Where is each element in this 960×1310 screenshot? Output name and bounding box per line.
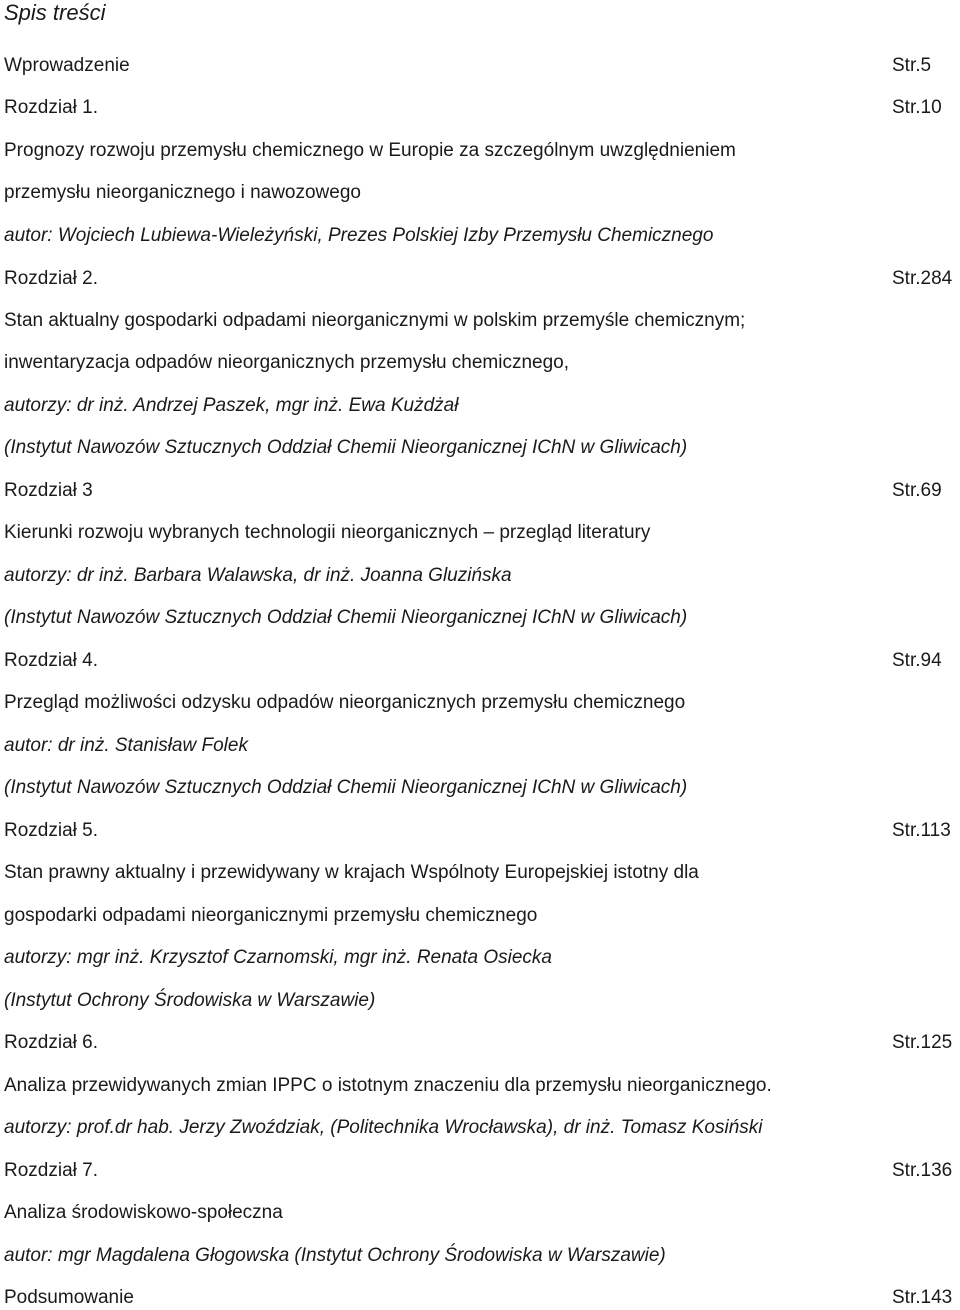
toc-chapter-4-author: autor: dr inż. Stanisław Folek bbox=[4, 735, 248, 756]
toc-chapter-1-title-line2: przemysłu nieorganicznego i nawozowego bbox=[4, 182, 361, 203]
toc-chapter-6-title-line1: Analiza przewidywanych zmian IPPC o istotnym znaczeniu dla przemysłu nieorganicznego. bbox=[4, 1075, 772, 1096]
toc-chapter-5-label: Rozdział 5. bbox=[4, 820, 98, 841]
toc-chapter-7-page: Str.136 bbox=[892, 1160, 953, 1181]
toc-chapter-2-author: autorzy: dr inż. Andrzej Paszek, mgr inż. Ewa Kużdżał bbox=[4, 395, 459, 416]
toc-entry-summary-page: Str.143 bbox=[892, 1287, 953, 1308]
toc-chapter-2-title-line2: inwentaryzacja odpadów nieorganicznych przemysłu chemicznego, bbox=[4, 352, 570, 373]
toc-chapter-1-author: autor: Wojciech Lubiewa-Wieleżyński, Prezes Polskiej Izby Przemysłu Chemicznego bbox=[4, 225, 714, 246]
toc-entry-intro-page: Str.5 bbox=[892, 55, 932, 76]
toc-chapter-1-title-line1: Prognozy rozwoju przemysłu chemicznego w Europie za szczególnym uwzględnieniem bbox=[4, 140, 736, 161]
toc-title: Spis treści bbox=[4, 0, 106, 25]
toc-chapter-2-label: Rozdział 2. bbox=[4, 268, 98, 289]
toc-entry-intro-label: Wprowadzenie bbox=[4, 55, 130, 76]
toc-chapter-6-author: autorzy: prof.dr hab. Jerzy Zwoździak, (Politechnika Wrocławska), dr inż. Tomasz Kosiński bbox=[4, 1117, 763, 1138]
toc-chapter-4-label: Rozdział 4. bbox=[4, 650, 98, 671]
toc-chapter-1-page: Str.10 bbox=[892, 97, 942, 118]
toc-chapter-3-author: autorzy: dr inż. Barbara Walawska, dr inż. Joanna Gluzińska bbox=[4, 565, 512, 586]
toc-chapter-2-institution: (Instytut Nawozów Sztucznych Oddział Chemii Nieorganicznej IChN w Gliwicach) bbox=[4, 437, 688, 458]
toc-chapter-7-author: autor: mgr Magdalena Głogowska (Instytut Ochrony Środowiska w Warszawie) bbox=[4, 1245, 666, 1266]
toc-chapter-5-author: autorzy: mgr inż. Krzysztof Czarnomski, mgr inż. Renata Osiecka bbox=[4, 947, 552, 968]
toc-chapter-4-institution: (Instytut Nawozów Sztucznych Oddział Chemii Nieorganicznej IChN w Gliwicach) bbox=[4, 777, 688, 798]
toc-chapter-5-page: Str.113 bbox=[892, 820, 951, 841]
toc-chapter-6-label: Rozdział 6. bbox=[4, 1032, 98, 1053]
toc-chapter-7-label: Rozdział 7. bbox=[4, 1160, 98, 1181]
toc-chapter-3-title-line1: Kierunki rozwoju wybranych technologii nieorganicznych – przegląd literatury bbox=[4, 522, 651, 543]
toc-chapter-1-label: Rozdział 1. bbox=[4, 97, 98, 118]
toc-chapter-4-title-line1: Przegląd możliwości odzysku odpadów nieorganicznych przemysłu chemicznego bbox=[4, 692, 686, 713]
toc-chapter-5-institution: (Instytut Ochrony Środowiska w Warszawie) bbox=[4, 990, 376, 1011]
toc-chapter-3-institution: (Instytut Nawozów Sztucznych Oddział Chemii Nieorganicznej IChN w Gliwicach) bbox=[4, 607, 688, 628]
toc-chapter-6-page: Str.125 bbox=[892, 1032, 953, 1053]
toc-chapter-2-page: Str.284 bbox=[892, 268, 953, 289]
toc-chapter-7-title-line1: Analiza środowiskowo-społeczna bbox=[4, 1202, 283, 1223]
toc-chapter-5-title-line2: gospodarki odpadami nieorganicznymi przemysłu chemicznego bbox=[4, 905, 538, 926]
toc-chapter-3-page: Str.69 bbox=[892, 480, 942, 501]
toc-entry-summary-label: Podsumowanie bbox=[4, 1287, 134, 1308]
toc-chapter-5-title-line1: Stan prawny aktualny i przewidywany w krajach Wspólnoty Europejskiej istotny dla bbox=[4, 862, 699, 883]
toc-chapter-3-label: Rozdział 3 bbox=[4, 480, 93, 501]
toc-chapter-2-title-line1: Stan aktualny gospodarki odpadami nieorganicznymi w polskim przemyśle chemicznym; bbox=[4, 310, 746, 331]
toc-chapter-4-page: Str.94 bbox=[892, 650, 942, 671]
